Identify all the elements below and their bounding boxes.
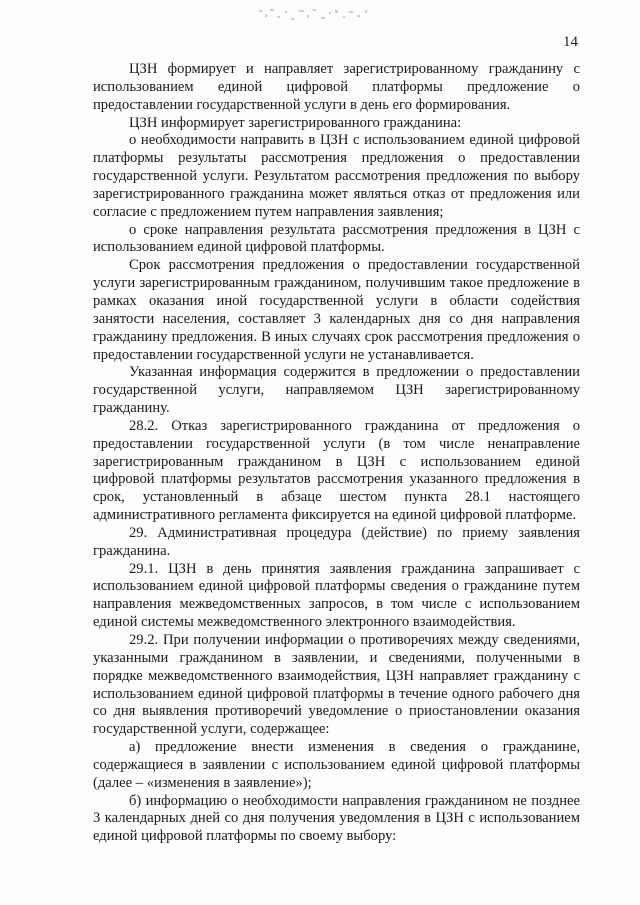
paragraph: Срок рассмотрения предложения о предоставлении государственной услуги зарегистрированным гражданином, получившим такое предложение в рамках оказания иной государственной услуги в области содействия занятости населения, составляет 3 календарных дня со дня направления гражданину предложения. В иных случаях срок рассмотрения предложения о предоставлении государственной услуги не устанавливается.	[93, 257, 580, 363]
paragraph: о необходимости направить в ЦЗН с использованием единой цифровой платформы результаты рассмотрения предложения о предоставлении государственной услуги. Результатом рассмотрения предложения по выбору зарегистрированного гражданина может являться отказ от предложения или согласие с предложением путем направления заявления;	[93, 132, 580, 220]
paragraph: ЦЗН формирует и направляет зарегистрированному гражданину с использованием единой цифровой платформы предложение о предоставлении государственной услуги в день его формирования.	[93, 61, 580, 113]
paragraph: ЦЗН информирует зарегистрированного гражданина:	[129, 114, 462, 131]
paragraph: 29. Административная процедура (действие) по приему заявления гражданина.	[93, 524, 580, 559]
paragraph: 28.2. Отказ зарегистрированного гражданина от предложения о предоставлении государственной услуги (в том числе ненаправление зарегистрированным гражданином в ЦЗН с использованием единой цифровой платформы результатов рассмотрения указанного предложения в срок, установленный в абзаце шестом пункта 28.1 настоящего административного регламента фиксируется на единой цифровой платформе.	[93, 417, 580, 524]
document-body	[93, 61, 580, 846]
paragraph: 29.2. При получении информации о противоречиях между сведениями, указанными гражданином в заявлении, и сведениями, полученными в порядке межведомственного взаимодействия, ЦЗН направляет гражданину с использованием единой цифровой платформы в течение одного рабочего дня со дня выявления противоречий уведомление о приостановлении оказания государственной услуги, содержащее:	[93, 632, 580, 738]
paragraph: 29.1. ЦЗН в день принятия заявления гражданина запрашивает с использованием единой цифровой платформы сведения о гражданине путем направления межведомственных запросов, в том числе с использованием единой системы межведомственного электронного взаимодействия.	[93, 560, 580, 631]
page-number: 14	[563, 34, 578, 50]
paragraph: а) предложение внести изменения в сведения о гражданине, содержащиеся в заявлении с использованием единой цифровой платформы (далее – «изменения в заявление»);	[93, 739, 580, 791]
paragraph: о сроке направления результата рассмотрения предложения в ЦЗН с использованием единой цифровой платформы.	[93, 221, 580, 256]
paragraph: б) информацию о необходимости направления гражданином не позднее 3 календарных дней со дня получения уведомления в ЦЗН с использованием единой цифровой платформы по своему выбору:	[93, 792, 580, 845]
paragraph: Указанная информация содержится в предложении о предоставлении государственной услуги, направляемом ЦЗН зарегистрированному гражданину.	[93, 364, 580, 417]
scan-artifact-mark	[255, 6, 375, 28]
